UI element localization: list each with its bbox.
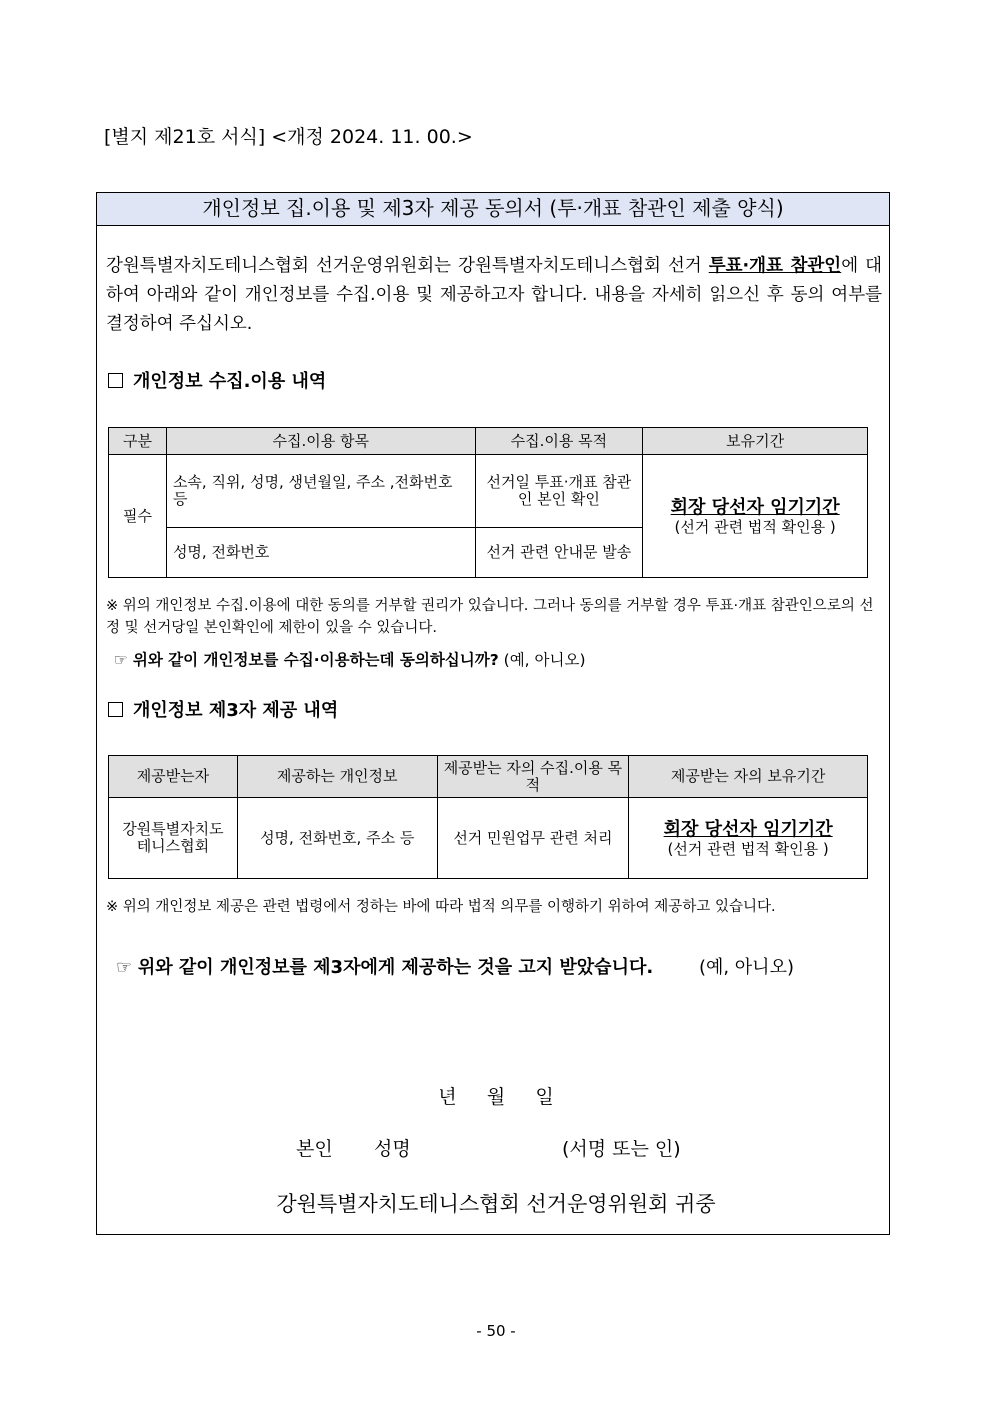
checkbox-square-icon: [108, 702, 123, 717]
pointing-hand-icon: ☞: [114, 651, 128, 669]
col-header-provided-info: 제공하는 개인정보: [237, 756, 437, 798]
section2-note: ※ 위의 개인정보 제공은 관련 법령에서 정하는 바에 따라 법적 의무를 이행하기 위하여 제공하고 있습니다.: [106, 899, 776, 915]
intro-text-1: 강원특별자치도테니스협회 선거운영위원회는 강원특별자치도테니스협회 선거: [106, 256, 709, 276]
retention-note: (선거 관련 법적 확인용 ): [674, 517, 836, 536]
pointing-hand-icon: ☞: [116, 957, 133, 978]
addressee: 강원특별자치도테니스협회 선거운영위원회 귀중: [276, 1192, 716, 1216]
date-line[interactable]: 년 월 일: [438, 1086, 554, 1108]
col-header-items: 수집.이용 항목: [166, 428, 475, 455]
items-cell-2: 성명, 전화번호: [166, 528, 475, 578]
col-header-category: 구분: [109, 428, 167, 455]
col-header-recipient-retention: 제공받는 자의 보유기간: [629, 756, 868, 798]
intro-highlight: 투표·개표 참관인: [708, 256, 842, 276]
form-title: 개인정보 집.이용 및 제3자 제공 동의서 (투·개표 참관인 제출 양식): [97, 193, 889, 226]
purpose-cell-1: 선거일 투표·개표 참관인 본인 확인: [475, 455, 643, 528]
retention-cell: [643, 455, 868, 578]
section1-confirm-options[interactable]: (예, 아니오): [503, 651, 586, 669]
section2-confirm-options[interactable]: (예, 아니오): [698, 957, 794, 978]
section2-confirm-statement: 위와 같이 개인정보를 제3자에게 제공하는 것을 고지 받았습니다.: [137, 957, 654, 978]
col-header-retention: 보유기간: [643, 428, 868, 455]
collection-table: [108, 427, 868, 578]
recipient-purpose-cell: 선거 민원업무 관련 처리: [437, 798, 629, 879]
retention-period: 회장 당선자 임기기간: [670, 496, 840, 518]
section1-note: ※ 위의 개인정보 수집.이용에 대한 동의를 거부할 권리가 있습니다. 그러나 동의를 거부할 경우 투표·개표 참관인으로의 선정 및 선거당일 본인확인에 제한이 있을 수 있습니다.: [106, 598, 874, 636]
purpose-cell-2: 선거 관련 안내문 발송: [475, 528, 643, 578]
recipient-retention-note: (선거 관련 법적 확인용 ): [667, 839, 829, 858]
page-number: - 50 -: [476, 1322, 516, 1340]
col-header-purpose: 수집.이용 목적: [475, 428, 643, 455]
third-party-table: [108, 755, 868, 879]
checkbox-square-icon: [108, 373, 123, 388]
signature-person: 본인: [296, 1138, 333, 1160]
provided-info-cell: 성명, 전화번호, 주소 등: [237, 798, 437, 879]
col-header-recipient: 제공받는자: [109, 756, 238, 798]
section1-confirm-question: 위와 같이 개인정보를 수집·이용하는데 동의하십니까?: [132, 651, 499, 669]
section1-title: 개인정보 수집.이용 내역: [133, 371, 327, 392]
items-cell-1: 소속, 직위, 성명, 생년월일, 주소 ,전화번호 등: [166, 455, 475, 528]
recipient-cell: 강원특별자치도테니스협회: [109, 798, 238, 879]
col-header-recipient-purpose: 제공받는 자의 수집.이용 목적: [437, 756, 629, 798]
category-cell: 필수: [109, 455, 167, 578]
intro-paragraph: [106, 252, 882, 339]
signature-name-label[interactable]: 성명: [374, 1138, 411, 1160]
recipient-retention-cell: [629, 798, 868, 879]
section2-title: 개인정보 제3자 제공 내역: [133, 700, 339, 721]
signature-hint[interactable]: (서명 또는 인): [562, 1138, 681, 1160]
section1-heading: [108, 367, 326, 393]
section1-confirm: [114, 648, 586, 670]
recipient-retention-period: 회장 당선자 임기기간: [663, 818, 833, 840]
section2-confirm: [116, 953, 794, 979]
section2-heading: [108, 696, 338, 722]
intro-text-2: 에 대하여 아래와 같이 개인정보를 수집.이용 및 제공하고자 합니다. 내용을 자세히 읽으신 후 동의 여부를 결정하여 주십시오.: [106, 256, 882, 334]
form-header: [별지 제21호 서식] <개정 2024. 11. 00.>: [104, 126, 473, 148]
